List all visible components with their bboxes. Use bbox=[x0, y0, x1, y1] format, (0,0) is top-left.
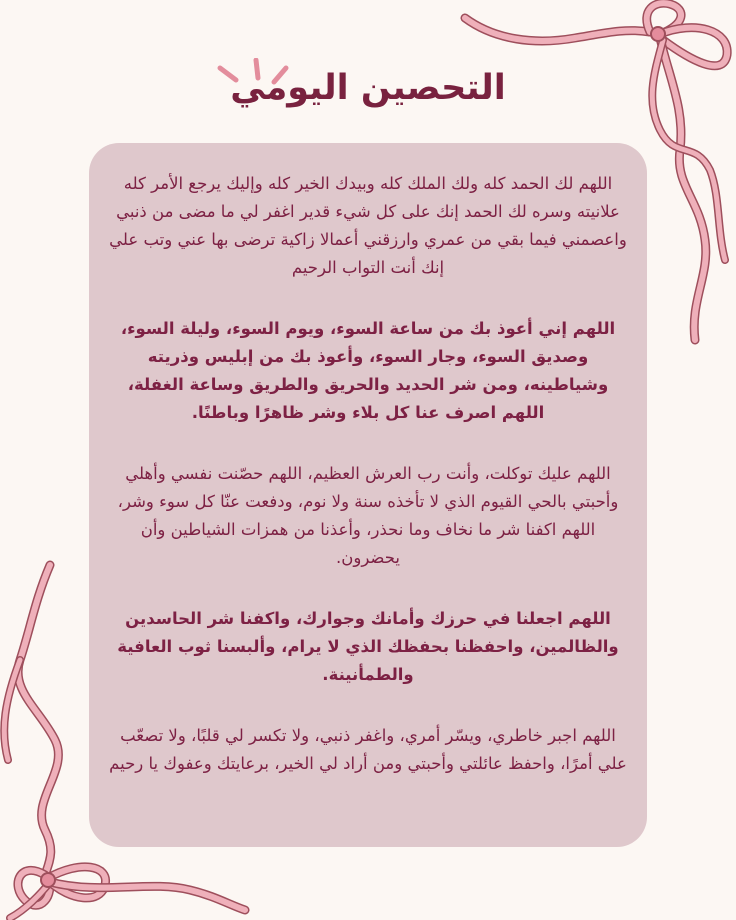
prayer-list bbox=[108, 170, 628, 811]
prayer-paragraph: اللهم عليك توكلت، وأنت رب العرش العظيم، اللهم حصّنت نفسي وأهلي وأحبتي بالحي القيوم الذي لا تأخذه سنة ولا نوم، ودفعت عنّا كل سوء وشر، اللهم اكفنا شر ما نخاف وما نحذر، وأعذنا من همزات الشياطين وأن يحضرون. bbox=[117, 464, 619, 567]
prayer-paragraph: اللهم لك الحمد كله ولك الملك كله وبيدك الخير كله وإليك يرجع الأمر كله علانيته وسره لك الحمد إنك على كل شيء قدير اغفر لي ما مضى من ذنبي واعصمني فيما بقي من عمري وارزقني أعمالا زاكية ترضى بها عني وتب علي إنك أنت التواب الرحيم bbox=[109, 174, 627, 277]
page-title: التحصين اليومي bbox=[230, 68, 506, 108]
prayer-paragraph: اللهم اجعلنا في حرزك وأمانك وجوارك، واكفنا شر الحاسدين والظالمين، واحفظنا بحفظك الذي لا يرام، وألبسنا ثوب العافية والطمأنينة. bbox=[117, 609, 619, 684]
title-area bbox=[0, 50, 736, 130]
prayer-paragraph: اللهم إني أعوذ بك من ساعة السوء، ويوم السوء، وليلة السوء، وصديق السوء، وجار السوء، وأعوذ بك من إبليس وذريته وشياطينه، ومن شر الحديد والحريق والطريق وساعة الغفلة، اللهم اصرف عنا كل بلاء وشر ظاهرًا وباطنًا. bbox=[120, 319, 616, 422]
prayer-paragraph: اللهم اجبر خاطري، ويسّر أمري، واغفر ذنبي، ولا تكسر لي قلبًا، ولا تصعّب علي أمرًا، واحفظ عائلتي وأحبتي ومن أراد لي الخير، برعايتك وعفوك يا رحيم bbox=[109, 726, 627, 773]
